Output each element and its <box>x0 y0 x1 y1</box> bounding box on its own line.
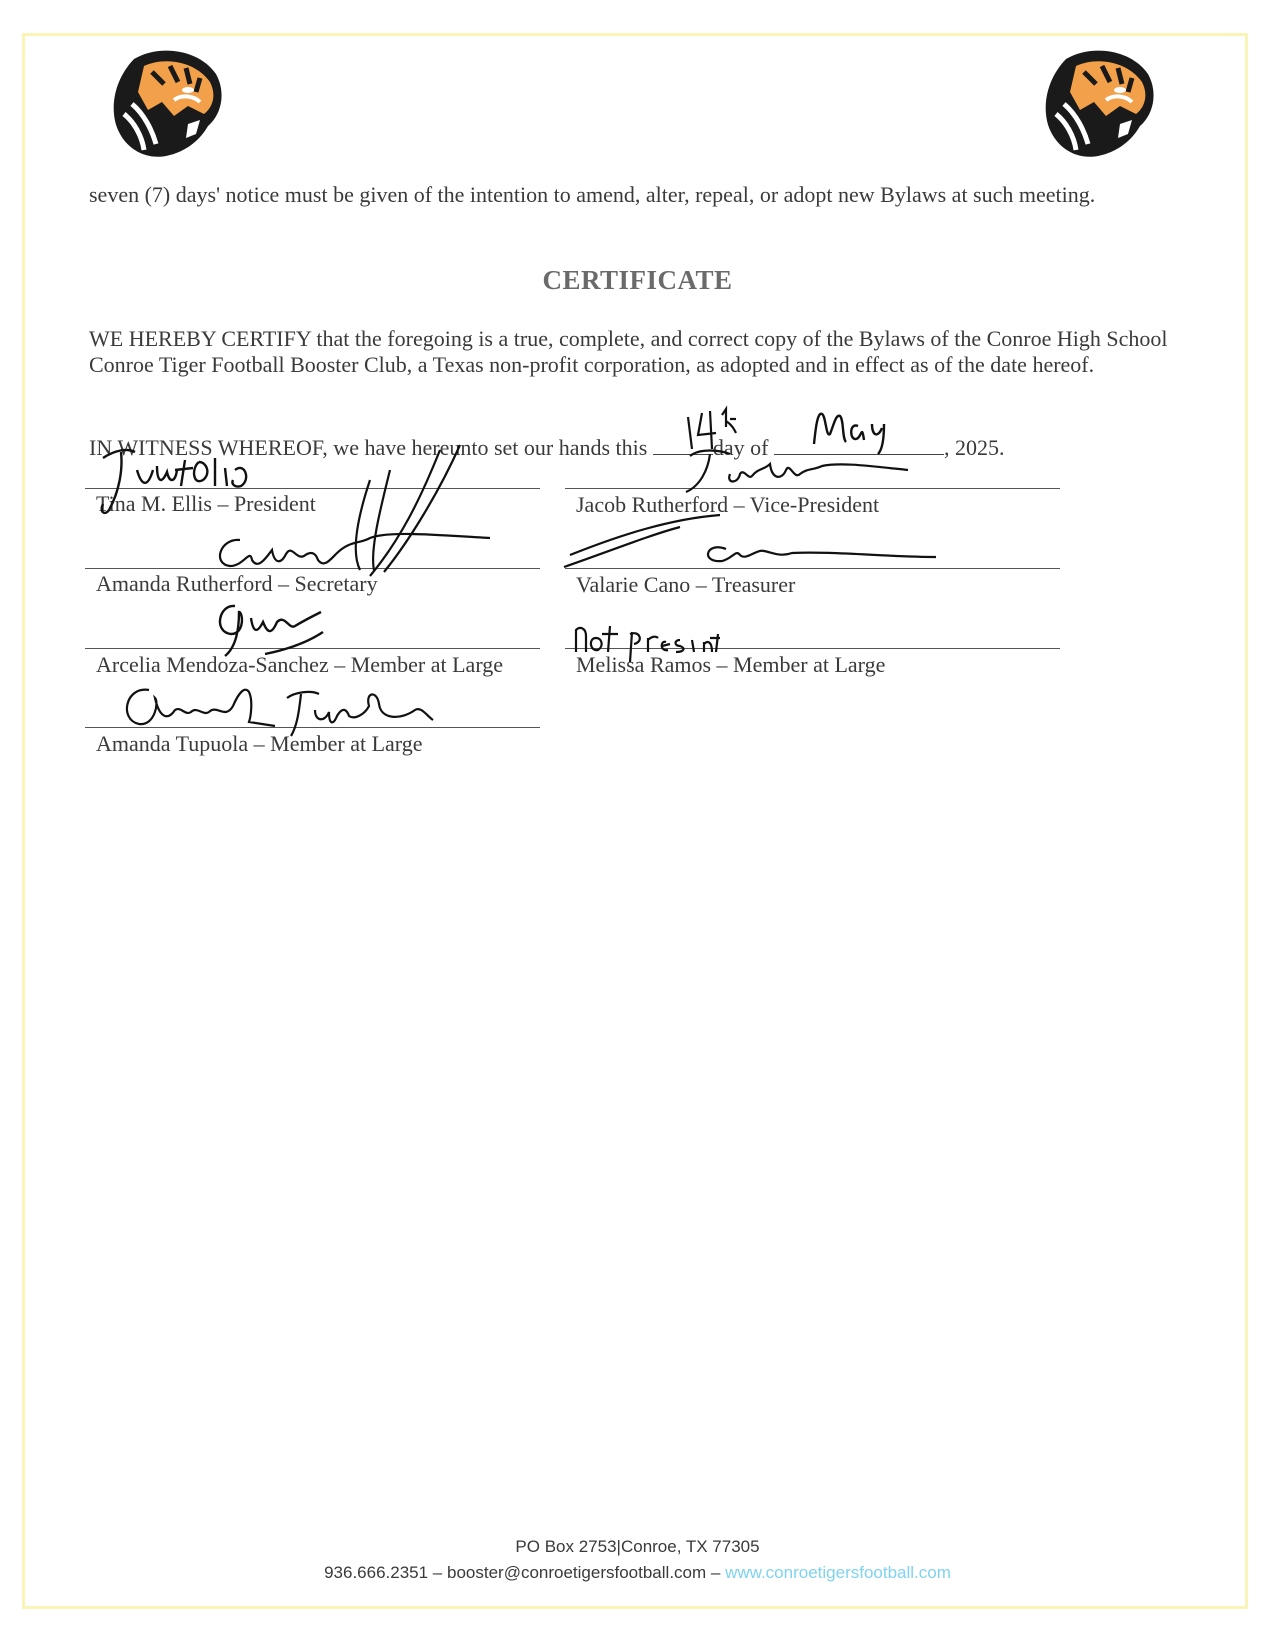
signature-amanda-rutherford <box>200 520 500 595</box>
signatory-member-at-large: Melissa Ramos – Member at Large <box>576 652 886 677</box>
tiger-logo-icon <box>104 44 228 162</box>
signatory-member-at-large: Amanda Tupuola – Member at Large <box>96 731 423 756</box>
signature-valarie-cano <box>560 505 940 575</box>
handwritten-not-present <box>570 612 720 664</box>
footer-address: PO Box 2753|Conroe, TX 77305 <box>515 1537 760 1556</box>
signatory-treasurer: Valarie Cano – Treasurer <box>576 572 796 597</box>
signature-amanda-tupuola <box>115 676 435 746</box>
certificate-heading: CERTIFICATE <box>542 265 733 295</box>
footer-contact <box>0 1563 1275 1583</box>
signature-tina-ellis <box>95 440 265 520</box>
signatory-vice-president: Jacob Rutherford – Vice-President <box>576 492 880 517</box>
witness-middle: day of <box>712 435 769 460</box>
signatory-president: Tina M. Ellis – President <box>96 491 316 516</box>
bylaws-closing-text: seven (7) days' notice must be given of the intention to amend, alter, repeal, or adopt new Bylaws at such meeting. <box>89 182 1096 207</box>
signature-jacob-rutherford <box>660 440 910 500</box>
certificate-statement: WE HEREBY CERTIFY that the foregoing is a true, complete, and correct copy of the Bylaws of the Conroe High School Conroe Tiger Football Booster Club, a Texas non-profit corporation, as adopted and in effect as of the date hereof. <box>89 326 1168 377</box>
witness-suffix: , 2025. <box>943 435 1005 460</box>
footer-phone-email: 936.666.2351 – booster@conroetigersfootball.com – <box>324 1563 726 1582</box>
signatory-secretary: Amanda Rutherford – Secretary <box>96 571 378 596</box>
tiger-logo-icon <box>1036 44 1160 162</box>
signatory-member-at-large: Arcelia Mendoza-Sanchez – Member at Large <box>96 652 504 677</box>
witness-prefix: IN WITNESS WHEREOF, we have hereunto set our hands this <box>89 435 648 460</box>
signature-arcelia-mendoza-sanchez <box>205 592 325 662</box>
footer-website-link[interactable]: www.conroetigersfootball.com <box>725 1563 951 1582</box>
